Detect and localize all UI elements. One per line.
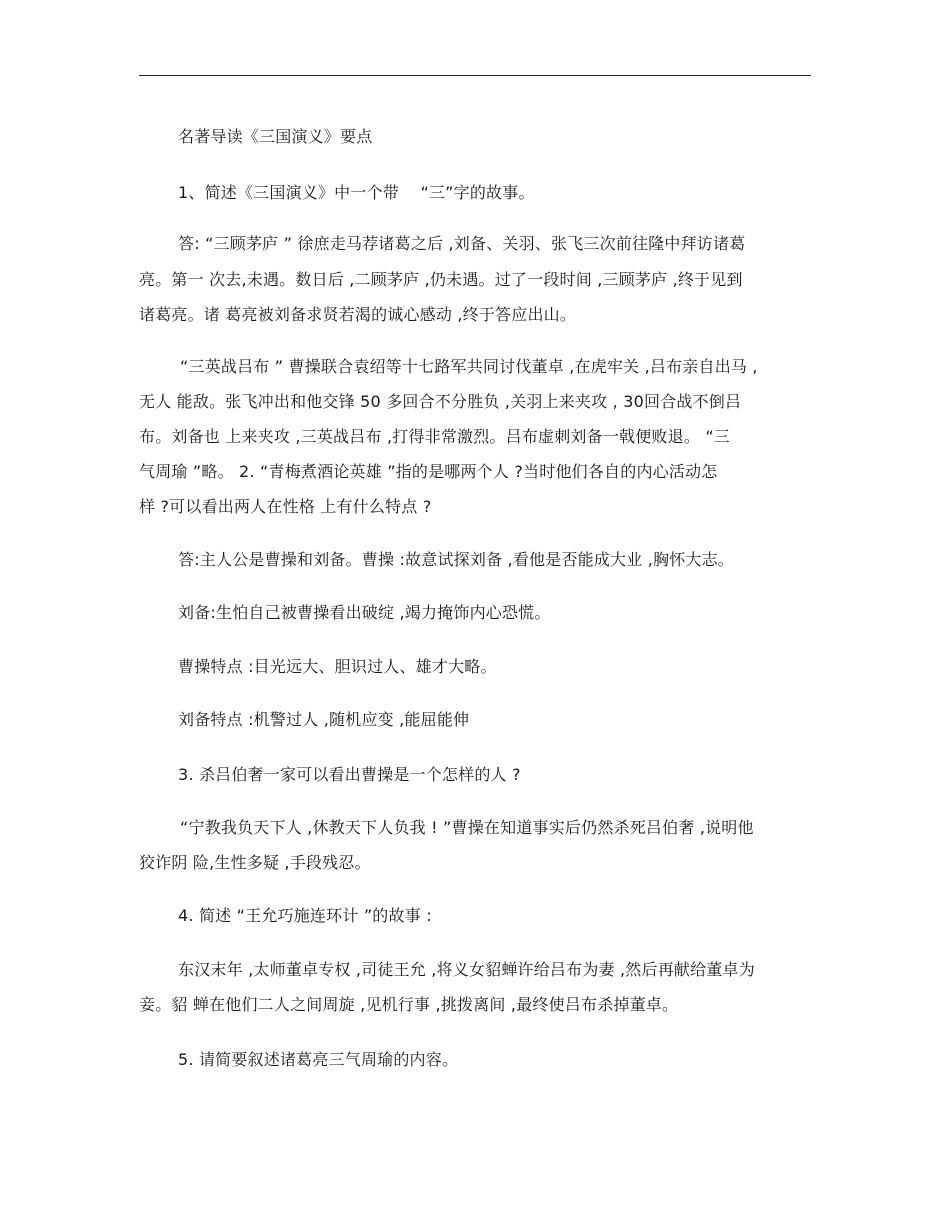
answer-4-line-1: 东汉末年 ,太师董卓专权 ,司徒王允 ,将义女貂蝉许给吕布为妻 ,然后再献给董卓为 xyxy=(178,960,755,979)
answer-1b-line-1: “三英战吕布 ” 曹操联合袁绍等十七路军共同讨伐董卓 ,在虎牢关 ,吕布亲自出马 , xyxy=(180,357,758,376)
answer-1-line-3: 诸葛亮。诸 葛亮被刘备求贤若渴的诚心感动 ,终于答应出山。 xyxy=(139,305,577,324)
answer-2-liubei: 刘备:生怕自己被曹操看出破绽 ,竭力掩饰内心恐慌。 xyxy=(178,603,551,622)
question-4: 4. 简述 “王允巧施连环计 ”的故事 : xyxy=(178,906,432,925)
answer-1-line-2: 亮。第一 次去,未遇。数日后 ,二顾茅庐 ,仍未遇。过了一段时间 ,三顾茅庐 ,终于见到 xyxy=(139,270,743,289)
answer-2-caocao-traits: 曹操特点 :目光远大、胆识过人、雄才大略。 xyxy=(178,657,497,676)
answer-1b-line-2: 无人 能敌。张飞冲出和他交锋 50 多回合不分胜负 ,关羽上来夹攻 , 30回合战不倒吕 xyxy=(139,392,742,411)
answer-1b-line-5: 样 ?可以看出两人在性格 上有什么特点 ? xyxy=(139,497,432,516)
answer-4-line-2: 妾。貂 蝉在他们二人之间周旋 ,见机行事 ,挑拨离间 ,最终使吕布杀掉董卓。 xyxy=(139,995,679,1014)
header-rule xyxy=(139,75,811,76)
question-1: 1、简述《三国演义》中一个带 “三”字的故事。 xyxy=(178,183,535,202)
answer-2-liubei-traits: 刘备特点 :机警过人 ,随机应变 ,能屈能伸 xyxy=(178,710,470,729)
answer-3-line-2: 狡诈阴 险,生性多疑 ,手段残忍。 xyxy=(139,853,371,872)
question-3: 3. 杀吕伯奢一家可以看出曹操是一个怎样的人 ? xyxy=(178,765,521,784)
document-title: 名著导读《三国演义》要点 xyxy=(178,127,373,146)
answer-3-line-1: “宁教我负天下人 ,休教天下人负我 ! ”曹操在知道事实后仍然杀死吕伯奢 ,说明他 xyxy=(180,818,754,837)
question-5: 5. 请简要叙述诸葛亮三气周瑜的内容。 xyxy=(178,1050,459,1069)
answer-1b-line-4: 气周瑜 ”略。 2. “青梅煮酒论英雄 ”指的是哪两个人 ?当时他们各自的内心活动怎 xyxy=(139,462,718,481)
answer-1-line-1: 答: “三顾茅庐 ” 徐庶走马荐诸葛之后 ,刘备、关羽、张飞三次前往隆中拜访诸葛 xyxy=(178,234,746,253)
answer-2: 答:主人公是曹操和刘备。曹操 :故意试探刘备 ,看他是否能成大业 ,胸怀大志。 xyxy=(178,550,735,569)
answer-1b-line-3: 布。刘备也 上来夹攻 ,三英战吕布 ,打得非常激烈。吕布虚刺刘备一戟便败退。 “三 xyxy=(139,427,731,446)
